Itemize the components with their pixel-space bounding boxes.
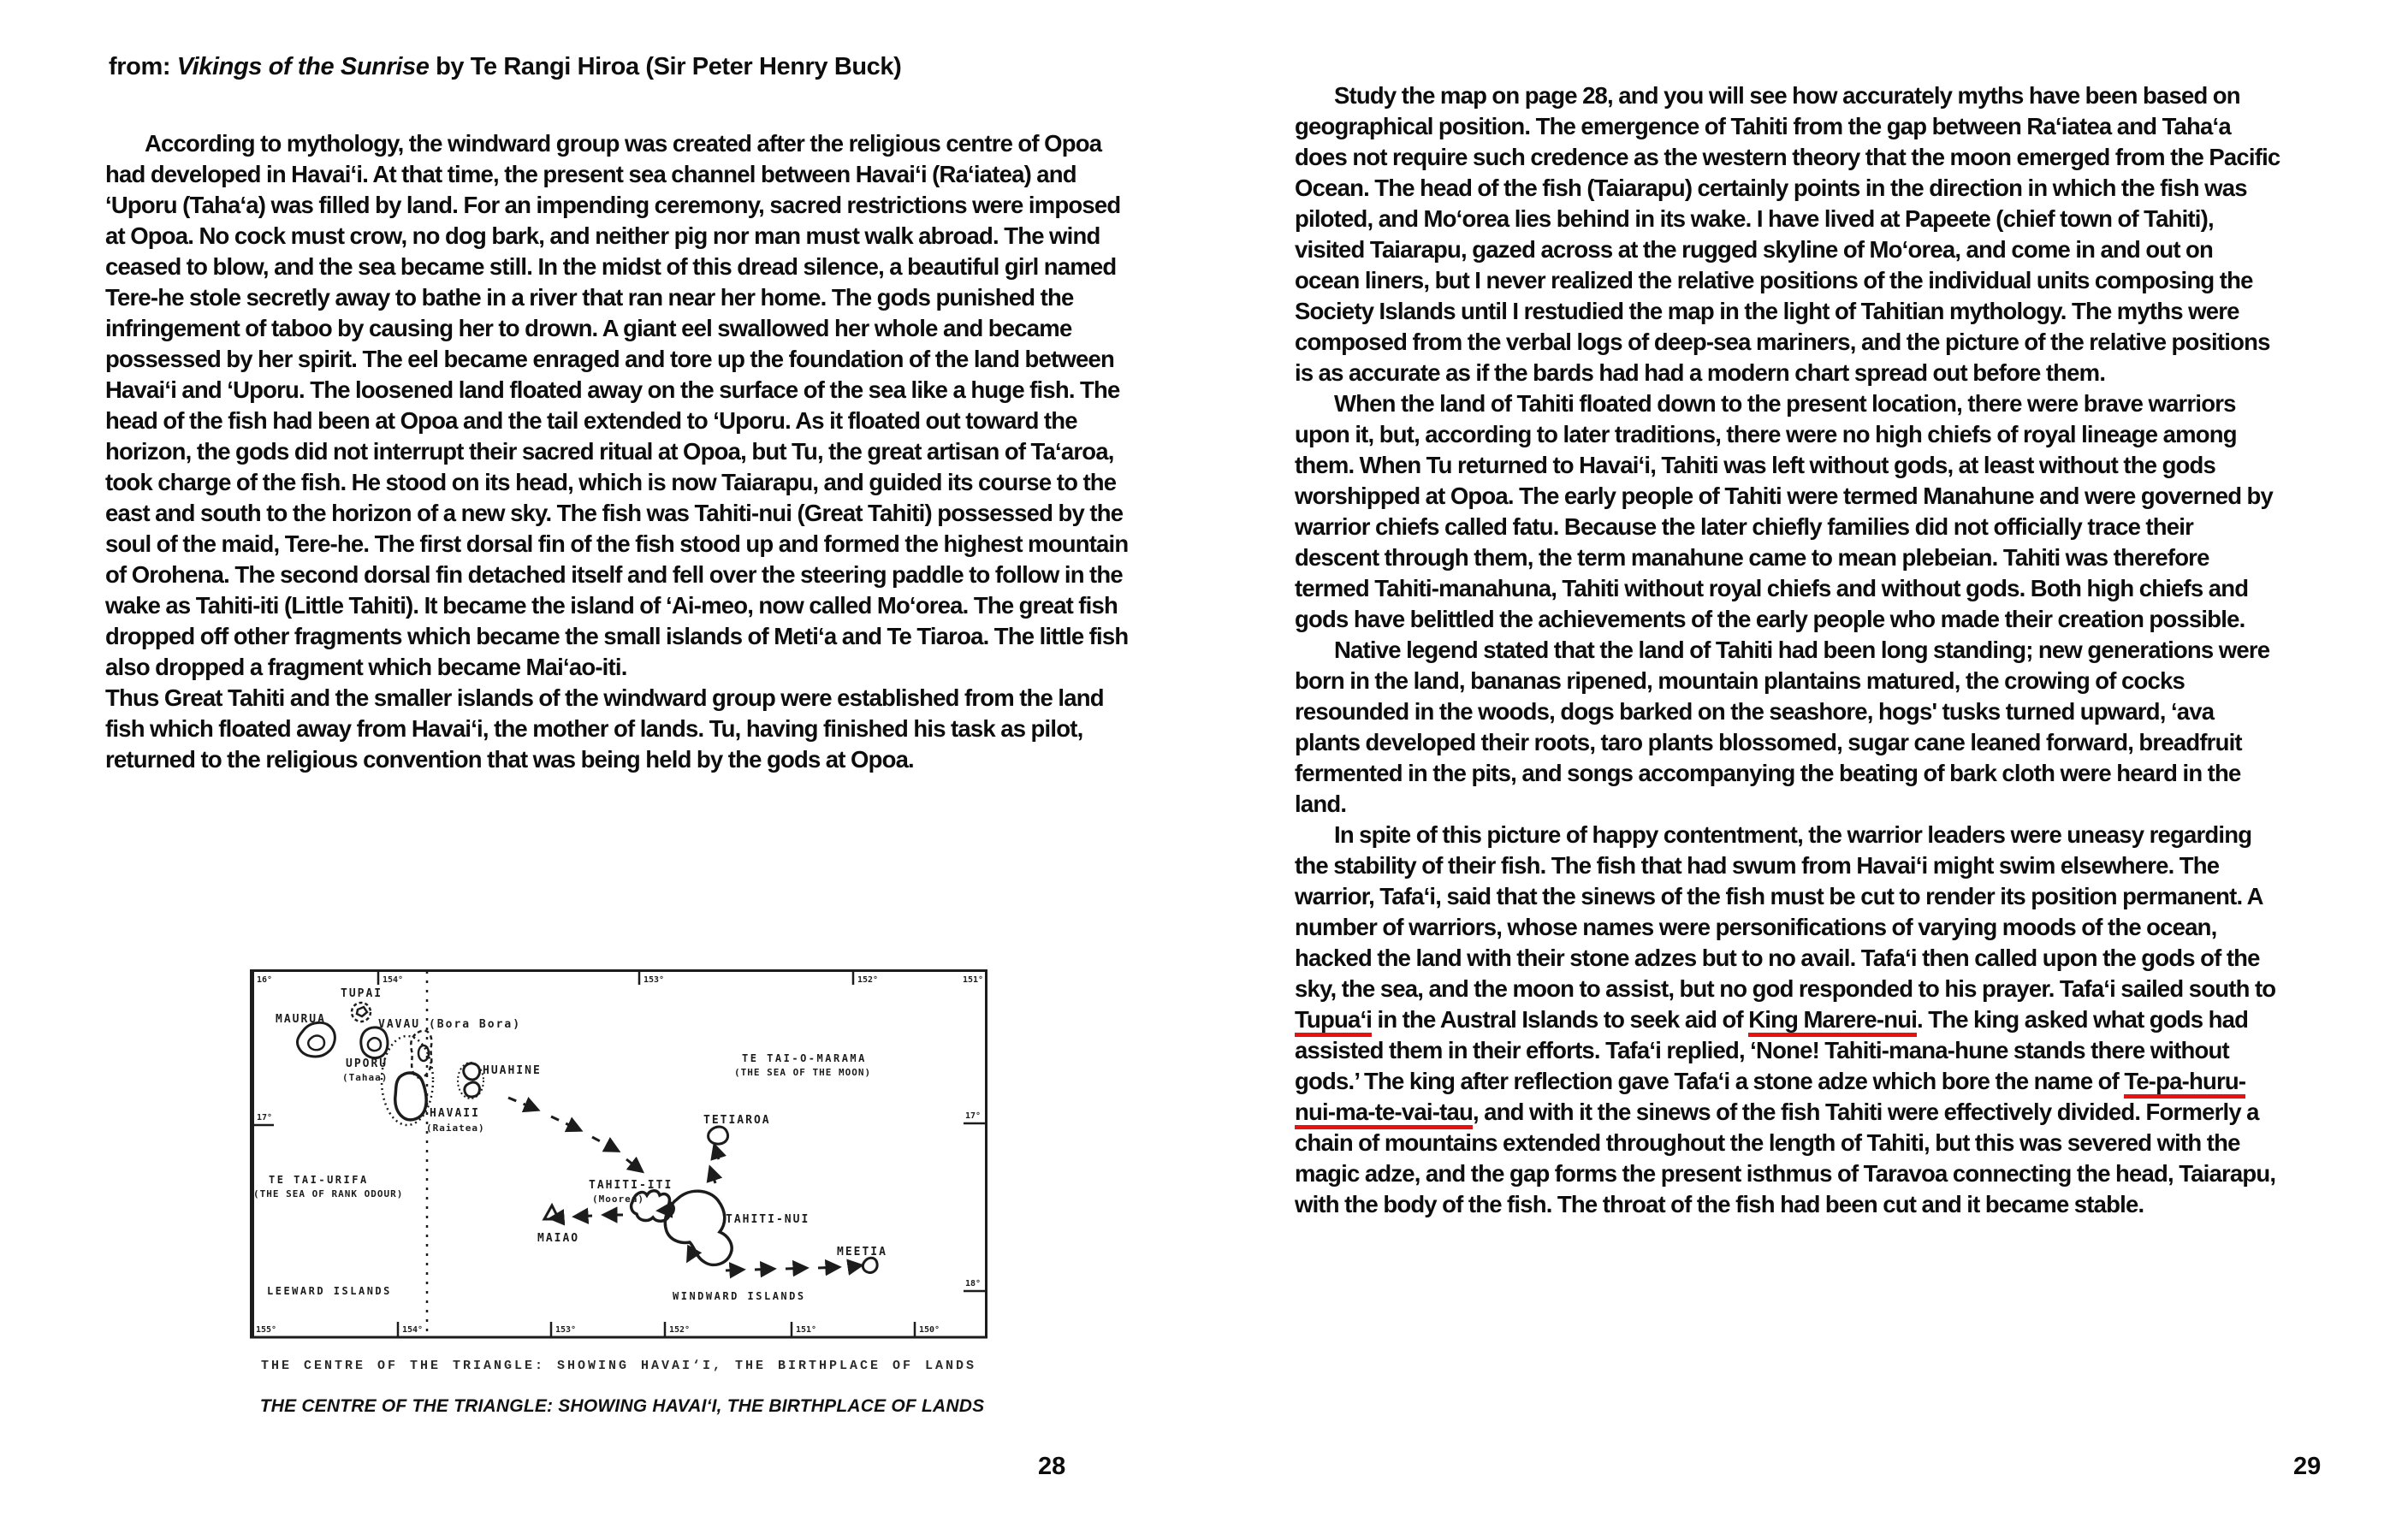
paragraph (1295, 80, 2280, 388)
island-uporu (361, 1028, 388, 1058)
tick-label: 153° (643, 975, 665, 985)
island-meetia (863, 1258, 877, 1272)
label-maiao: MAIAO (537, 1232, 580, 1245)
source-attribution (109, 53, 901, 81)
map-border (252, 971, 987, 1338)
island-tetiaroa (709, 1127, 728, 1144)
red-underlined-term: Te-pa-huru-nui-ma-te-vai-tau (1295, 1068, 2245, 1129)
label-tahiti-iti: TAHITI-ITI (589, 1179, 673, 1192)
text-run: Study the map on page 28, and you will see how accurately myths have been based on geographical position. The emergence of Tahiti from the gap between Ra‘iatea and Taha‘a does not require such credence as the western theory that the moon emerged from the Pacific Ocean. The head of the fish (Taiarapu) certainly points in the direction in which the fish was piloted, and Mo‘orea lies behind in its wake. I have lived at Papeete (chief town of Tahiti), visited Taiarapu, gazed across at the rugged skyline of Mo‘orea, and come in and out on ocean liners, but I never realized the relative positions of the individual units composing the Society Islands until I restudied the map in the light of Tahitian mythology. The myths were composed from the verbal logs of deep-sea mariners, and the picture of the relative positions is as accurate as if the bards had had a modern chart spread out before them. (1295, 82, 2280, 386)
tick-label: 150° (919, 1325, 940, 1335)
tick-label: 151° (963, 975, 984, 985)
page-number-right: 29 (2293, 1453, 2322, 1480)
label-tahiti-nui: TAHITI-NUI (726, 1213, 810, 1226)
label-maurua: MAURUA (276, 1013, 326, 1026)
text-run: Native legend stated that the land of Tahiti had been long standing; new generations were born in the land, bananas ripened, mountain plantains matured, the crowing of cocks resounded in the woods, dogs barked on the seashore, hogs' tusks turned upward, ‘ava plants developed their roots, taro plants blossomed, sugar cane leaned forward, breadfruit fermented in the pits, and songs accompanying the beating of bark cloth were heard in the land. (1295, 637, 2270, 817)
tick-label: 154° (383, 975, 404, 985)
paragraph (105, 683, 1139, 775)
text-run: in the Austral Islands to seek aid of (1372, 1006, 1749, 1033)
text-run: Thus Great Tahiti and the smaller islands of the windward group were established from the land fish which floated away from Havai‘i, the mother of lands. Tu, having finished his task as pilot, returned to the religious convention that was being held by the gods at Opoa. (105, 684, 1104, 773)
red-underlined-term: King Marere-nui (1748, 1006, 1917, 1037)
tick-label: 151° (796, 1325, 817, 1335)
label-uporu-sub: (Tahaa) (342, 1072, 388, 1083)
paragraph (1295, 820, 2280, 1220)
label-tupai: TUPAI (341, 987, 383, 1000)
label-huahine: HUAHINE (483, 1064, 542, 1077)
label-windward-islands: WINDWARD ISLANDS (673, 1290, 806, 1302)
map-svg (250, 969, 987, 1339)
tick-label: 16° (257, 975, 273, 985)
page-number-left: 28 (1038, 1453, 1066, 1480)
tick-label: 154° (402, 1325, 424, 1335)
label-te-tai-o-marama: TE TAI-O-MARAMA (742, 1052, 867, 1064)
tick-label: 152° (669, 1325, 691, 1335)
map-figure (250, 969, 987, 1339)
label-tetiaroa: TETIAROA (703, 1114, 771, 1127)
island-tupai (352, 1003, 371, 1022)
tick-label: 152° (857, 975, 879, 985)
label-te-tai-urifa-sub: (THE SEA OF RANK ODOUR) (253, 1188, 404, 1199)
text-run: According to mythology, the windward group was created after the religious centre of Opoa had developed in Havai‘i. At that time, the present sea channel between Havai‘i (Ra‘iatea) and ‘Uporu (Taha‘a) was filled by land. For an impending ceremony, sacred restrictions were imposed at Opoa. No cock must crow, no dog bark, and neither pig nor man must walk abroad. The wind ceased to blow, and the sea became still. In the midst of this dread silence, a beautiful girl named Tere-he stole secretly away to bathe in a river that ran near her home. The gods punished the infringement of taboo by causing her to drown. A giant eel swallowed her whole and became possessed by her spirit. The eel became enraged and tore up the foundation of the land between Havai‘i and ‘Uporu. The loosened land floated away on the surface of the sea like a huge fish. The head of the fish had been at Opoa and the tail extended to ‘Uporu. As it floated out toward the horizon, the gods did not interrupt their sacred ritual at Opoa, but Tu, the great artisan of Ta‘aroa, took charge of the fish. He stood on its head, which is now Taiarapu, and guided its course to the east and south to the horizon of a new sky. The fish was Tahiti-nui (Great Tahiti) possessed by the soul of the maid, Tere-he. The first dorsal fin of the fish stood up and formed the highest mountain of Orohena. The second dorsal fin detached itself and fell over the steering paddle to follow in the wake as Tahiti-iti (Little Tahiti). It became the island of ‘Ai-meo, now called Mo‘orea. The great fish dropped off other fragments which became the small islands of Meti‘a and Te Tiaroa. The little fish also dropped a fragment which became Mai‘ao-iti. (105, 130, 1129, 680)
label-tahiti-iti-sub: (Moorea) (592, 1194, 644, 1205)
island-maurua (297, 1022, 335, 1057)
label-havaii: HAVAII (430, 1107, 480, 1120)
label-te-tai-o-marama-sub: (THE SEA OF THE MOON) (734, 1067, 872, 1078)
label-meetia: MEETIA (837, 1246, 887, 1259)
paragraph (105, 128, 1139, 683)
left-column-text (105, 128, 1139, 775)
text-run: . The king asked what gods had assisted them in their efforts. Tafa‘i replied, ‘None! Tahiti-mana-hune stands there without gods.’ The king after reflection gave Tafa‘i a stone adze which bore the name of (1295, 1006, 2249, 1094)
label-havaii-sub: (Raiatea) (426, 1122, 485, 1134)
book-title: Vikings of the Sunrise (176, 53, 430, 80)
tick-label: 17° (965, 1111, 982, 1121)
text-run: When the land of Tahiti floated down to the present location, there were brave warriors upon it, but, according to later traditions, there were no high chiefs of royal lineage among them. When Tu returned to Havai‘i, Tahiti was left without gods, at least without the gods worshipped at Opoa. The early people of Tahiti were termed Manahune and were governed by warrior chiefs called fatu. Because the later chiefly families did not officially trace their descent through them, the term manahune came to mean plebeian. Tahiti was therefore termed Tahiti-manahuna, Tahiti without royal chiefs and without gods. Both high chiefs and gods have belittled the achievements of the early people who made their creation possible. (1295, 390, 2274, 632)
island-havaii (382, 1036, 433, 1125)
map-caption-bold: THE CENTRE OF THE TRIANGLE: SHOWING HAVAI‘I, THE BIRTHPLACE OF LANDS (259, 1396, 985, 1416)
right-column-text (1295, 80, 2280, 1220)
map-caption-scan: THE CENTRE OF THE TRIANGLE: SHOWING HAVAI‘I, THE BIRTHPLACE OF LANDS (260, 1359, 977, 1373)
tick-label: 17° (257, 1113, 273, 1122)
tick-label: 155° (256, 1325, 277, 1335)
label-leeward-islands: LEEWARD ISLANDS (267, 1285, 392, 1297)
label-uporu: UPORU (346, 1057, 388, 1070)
paragraph (1295, 388, 2280, 635)
tick-label: 153° (555, 1325, 577, 1335)
tick-label: 18° (965, 1279, 982, 1288)
attribution-suffix: by Te Rangi Hiroa (Sir Peter Henry Buck) (429, 53, 902, 80)
text-run: In spite of this picture of happy contentment, the warrior leaders were uneasy regarding the stability of their fish. The fish that had swum from Havai‘i might swim elsewhere. The warrior, Tafa‘i, said that the sinews of the fish must be cut to render its position permanent. A number of warriors, whose names were personifications of varying moods of the ocean, hacked the land with their stone adzes but to no avail. Tafa‘i then called upon the gods of the sky, the sea, and the moon to assist, but no god responded to his prayer. Tafa‘i sailed south to (1295, 821, 2276, 1002)
paragraph (1295, 635, 2280, 820)
island-tahiti-nui (665, 1191, 732, 1265)
text-run: , and with it the sinews of the fish Tahiti were effectively divided. Formerly a chain of mountains extended throughout the length of Tahiti, but this was severed with the magic adze, and the gap forms the present isthmus of Taravoa connecting the head, Taiarapu, with the body of the fish. The throat of the fish had been cut and it became stable. (1295, 1099, 2276, 1217)
island-huahine (458, 1063, 483, 1099)
label-te-tai-urifa: TE TAI-URIFA (269, 1174, 369, 1186)
red-underlined-term: Tupua‘i (1295, 1006, 1372, 1037)
attribution-prefix: from: (109, 53, 177, 80)
label-vavau: VAVAU (Bora Bora) (378, 1018, 522, 1031)
